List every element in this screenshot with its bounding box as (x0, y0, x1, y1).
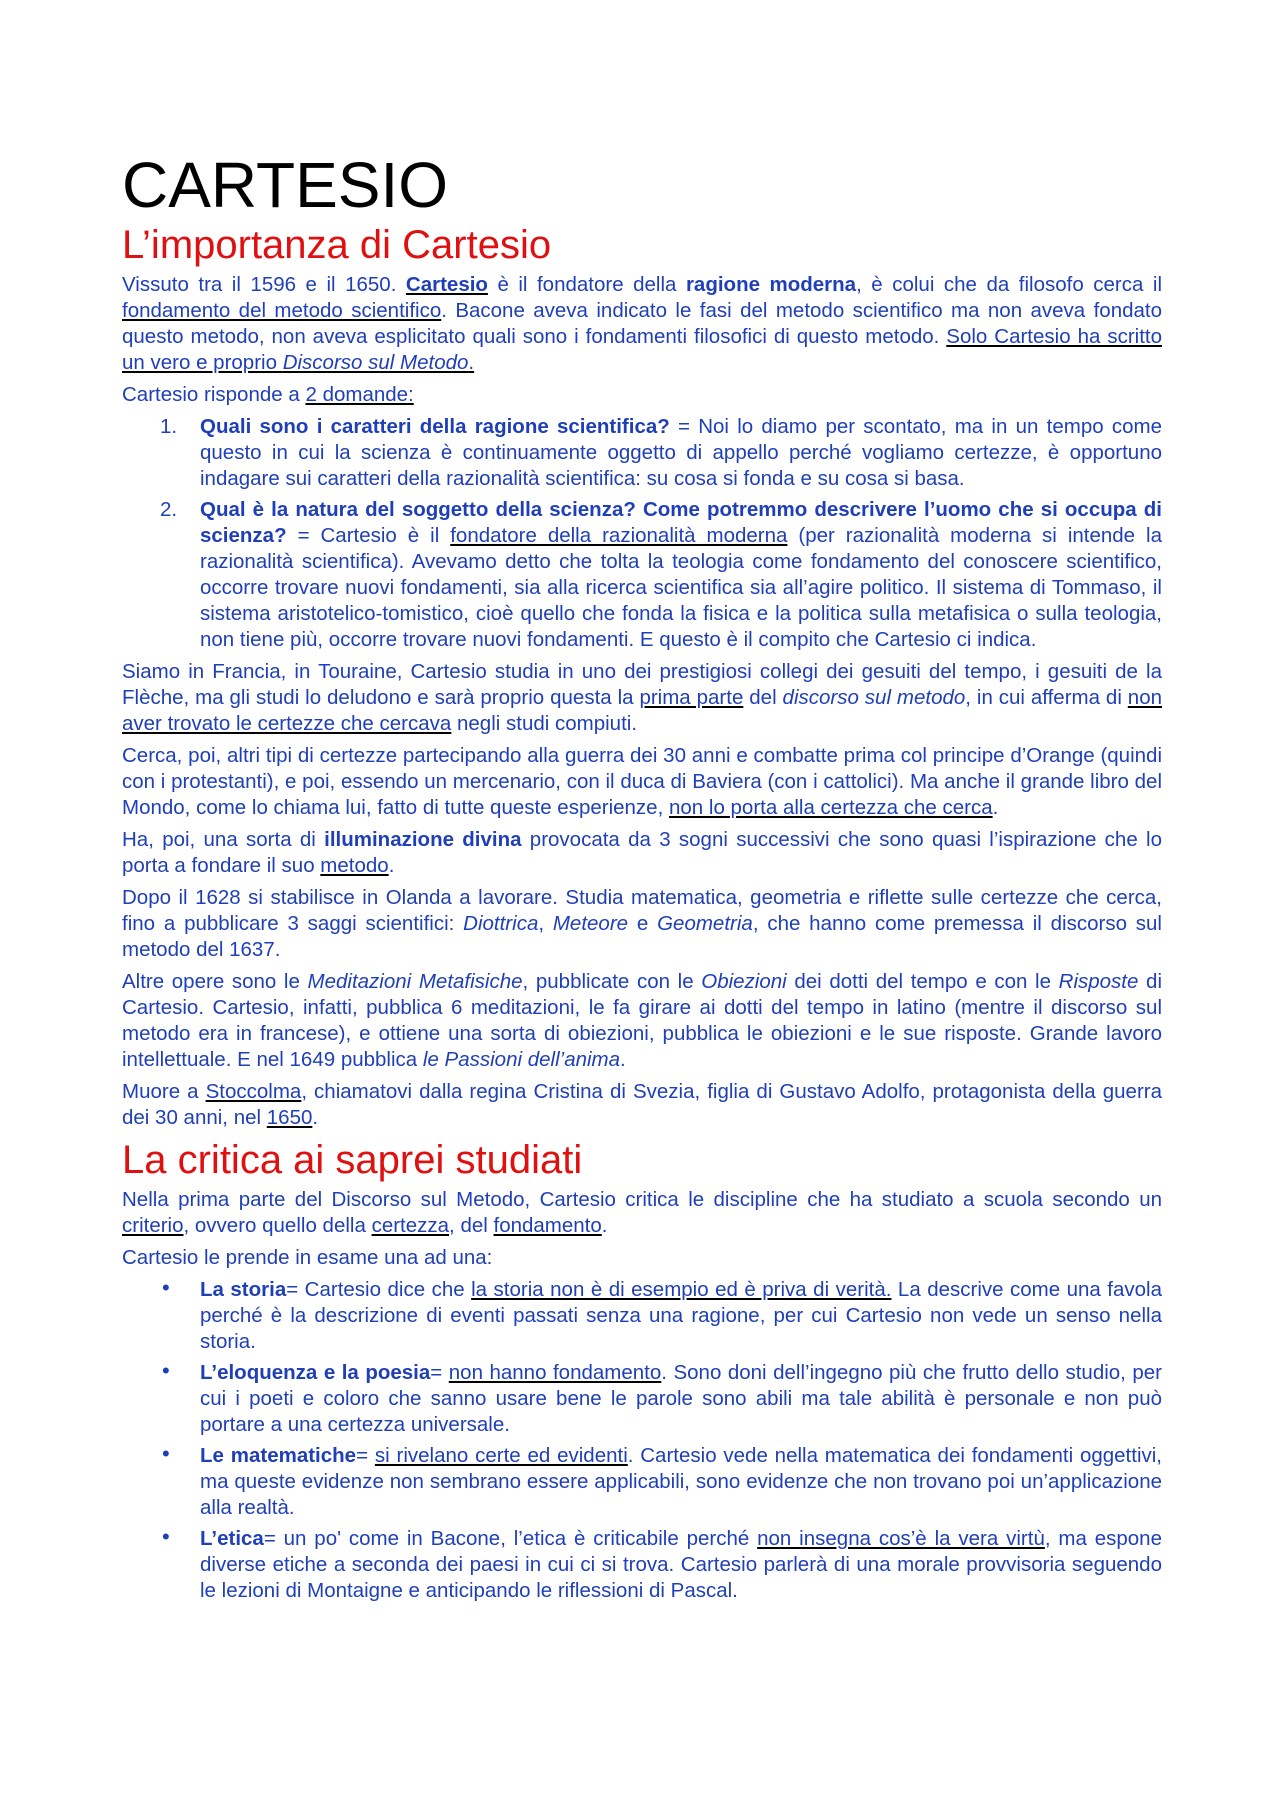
section-heading-critica: La critica ai saprei studiati (122, 1138, 583, 1182)
paragraph-opere: Altre opere sono le Meditazioni Metafisiche, pubblicate con le Obiezioni dei dotti del tempo e con le Risposte di Cartesio. Cartesio, infatti, pubblica 6 meditazioni, le fa girare ai dotti del tempo in latino (mentre il discorso sul metodo era in francese), e ottiene una sorta di obiezioni, pubblica le obiezioni e le sue risposte. Grande lavoro intellettuale. E nel 1649 pubblica le Passioni dell’anima. (122, 970, 1162, 1071)
bullet-icon: • (162, 1524, 170, 1549)
bullet-icon: • (162, 1275, 170, 1300)
paragraph-intro: Vissuto tra il 1596 e il 1650. Cartesio è il fondatore della ragione moderna, è colui che da filosofo cerca il fondamento del metodo scientifico. Bacone aveva indicato le fasi del metodo scientifico ma non aveva fondato questo metodo, non aveva esplicitato quali sono i fondamenti filosofici di questo metodo. Solo Cartesio ha scritto un vero e proprio Discorso sul Metodo. (122, 273, 1163, 374)
questions-list (122, 414, 1162, 653)
bullet-icon: • (162, 1358, 170, 1383)
bullet-icon: • (162, 1441, 170, 1466)
list-item: • L’eloquenza e la poesia= non hanno fondamento. Sono doni dell’ingegno più che frutto dello studio, per cui i poeti e coloro che sanno usare bene le parole sono abili ma tale abilità è personale e non può portare a una certezza universale. (162, 1358, 1163, 1436)
paragraph-critica-intro: Nella prima parte del Discorso sul Metodo, Cartesio critica le discipline che ha studiato a scuola secondo un criterio, ovvero quello della certezza, del fondamento. (122, 1188, 1162, 1237)
document-page (122, 150, 1162, 1610)
paragraph-francia: Siamo in Francia, in Touraine, Cartesio studia in uno dei prestigiosi collegi dei gesuiti del tempo, i gesuiti de la Flèche, ma gli studi lo deludono e sarà proprio questa la prima parte del discorso sul metodo, in cui afferma di non aver trovato le certezze che cercava negli studi compiuti. (122, 660, 1163, 735)
section-heading-importanza: L’importanza di Cartesio (122, 223, 552, 267)
disciplines-list (122, 1277, 1162, 1604)
paragraph-esame: Cartesio le prende in esame una ad una: (122, 1246, 493, 1269)
list-item: • L’etica= un po' come in Bacone, l’etica è criticabile perché non insegna cos’è la vera virtù, ma espone diverse etiche a seconda dei paesi in cui ci si trova. Cartesio parlerà di una morale provvisoria seguendo le lezioni di Montaigne e anticipando le riflessioni di Pascal. (162, 1524, 1162, 1602)
paragraph-illuminazione: Ha, poi, una sorta di illuminazione divina provocata da 3 sogni successivi che sono quasi l’ispirazione che lo porta a fondare il suo metodo. (122, 828, 1162, 877)
list-item: 2. Qual è la natura del soggetto della scienza? Come potremmo descrivere l’uomo che si occupa di scienza? = Cartesio è il fondatore della razionalità moderna (per razionalità moderna si intende la razionalità scientifica). Avevamo detto che tolta la teologia come fondamento del conoscere scientifico, occorre trovare nuovi fondamenti, sia alla ricerca scientifica sia all’agire politico. Il sistema di Tommaso, il sistema aristotelico-tomistico, cioè quello che fonda la fisica e la politica sulla metafisica o sulla teologia, non tiene più, occorre trovare nuovi fondamenti. E questo è il compito che Cartesio ci indica. (160, 498, 1162, 651)
list-item: 1. Quali sono i caratteri della ragione scientifica? = Noi lo diamo per scontato, ma in un tempo come questo in cui la scienza è continuamente oggetto di appello perché vogliamo certezze, è opportuno indagare sui caratteri della razionalità scientifica: su cosa si fonda e su cosa si basa. (160, 415, 1162, 490)
paragraph-guerra: Cerca, poi, altri tipi di certezze partecipando alla guerra dei 30 anni e combatte prima col principe d’Orange (quindi con i protestanti), e poi, essendo un mercenario, con il duca di Baviera (con i cattolici). Ma anche il grande libro del Mondo, come lo chiama lui, fatto di tutte queste esperienze, non lo porta alla certezza che cerca. (122, 744, 1162, 819)
list-item: • Le matematiche= si rivelano certe ed evidenti. Cartesio vede nella matematica dei fondamenti oggettivi, ma queste evidenze non sembrano essere applicabili, sono evidenze che non trovano poi un’applicazione alla realtà. (162, 1441, 1163, 1519)
paragraph-olanda: Dopo il 1628 si stabilisce in Olanda a lavorare. Studia matematica, geometria e riflette sulle certezze che cerca, fino a pubblicare 3 saggi scientifici: Diottrica, Meteore e Geometria, che hanno come premessa il discorso sul metodo del 1637. (122, 886, 1162, 961)
paragraph-morte: Muore a Stoccolma, chiamatovi dalla regina Cristina di Svezia, figlia di Gustavo Adolfo, protagonista della guerra dei 30 anni, nel 1650. (122, 1080, 1162, 1129)
list-item: • La storia= Cartesio dice che la storia non è di esempio ed è priva di verità. La descrive come una favola perché è la descrizione di eventi passati senza una ragione, per cui Cartesio non vede un senso nella storia. (162, 1275, 1162, 1353)
page-title: CARTESIO (122, 149, 448, 221)
paragraph-domande: Cartesio risponde a 2 domande: (122, 383, 414, 406)
